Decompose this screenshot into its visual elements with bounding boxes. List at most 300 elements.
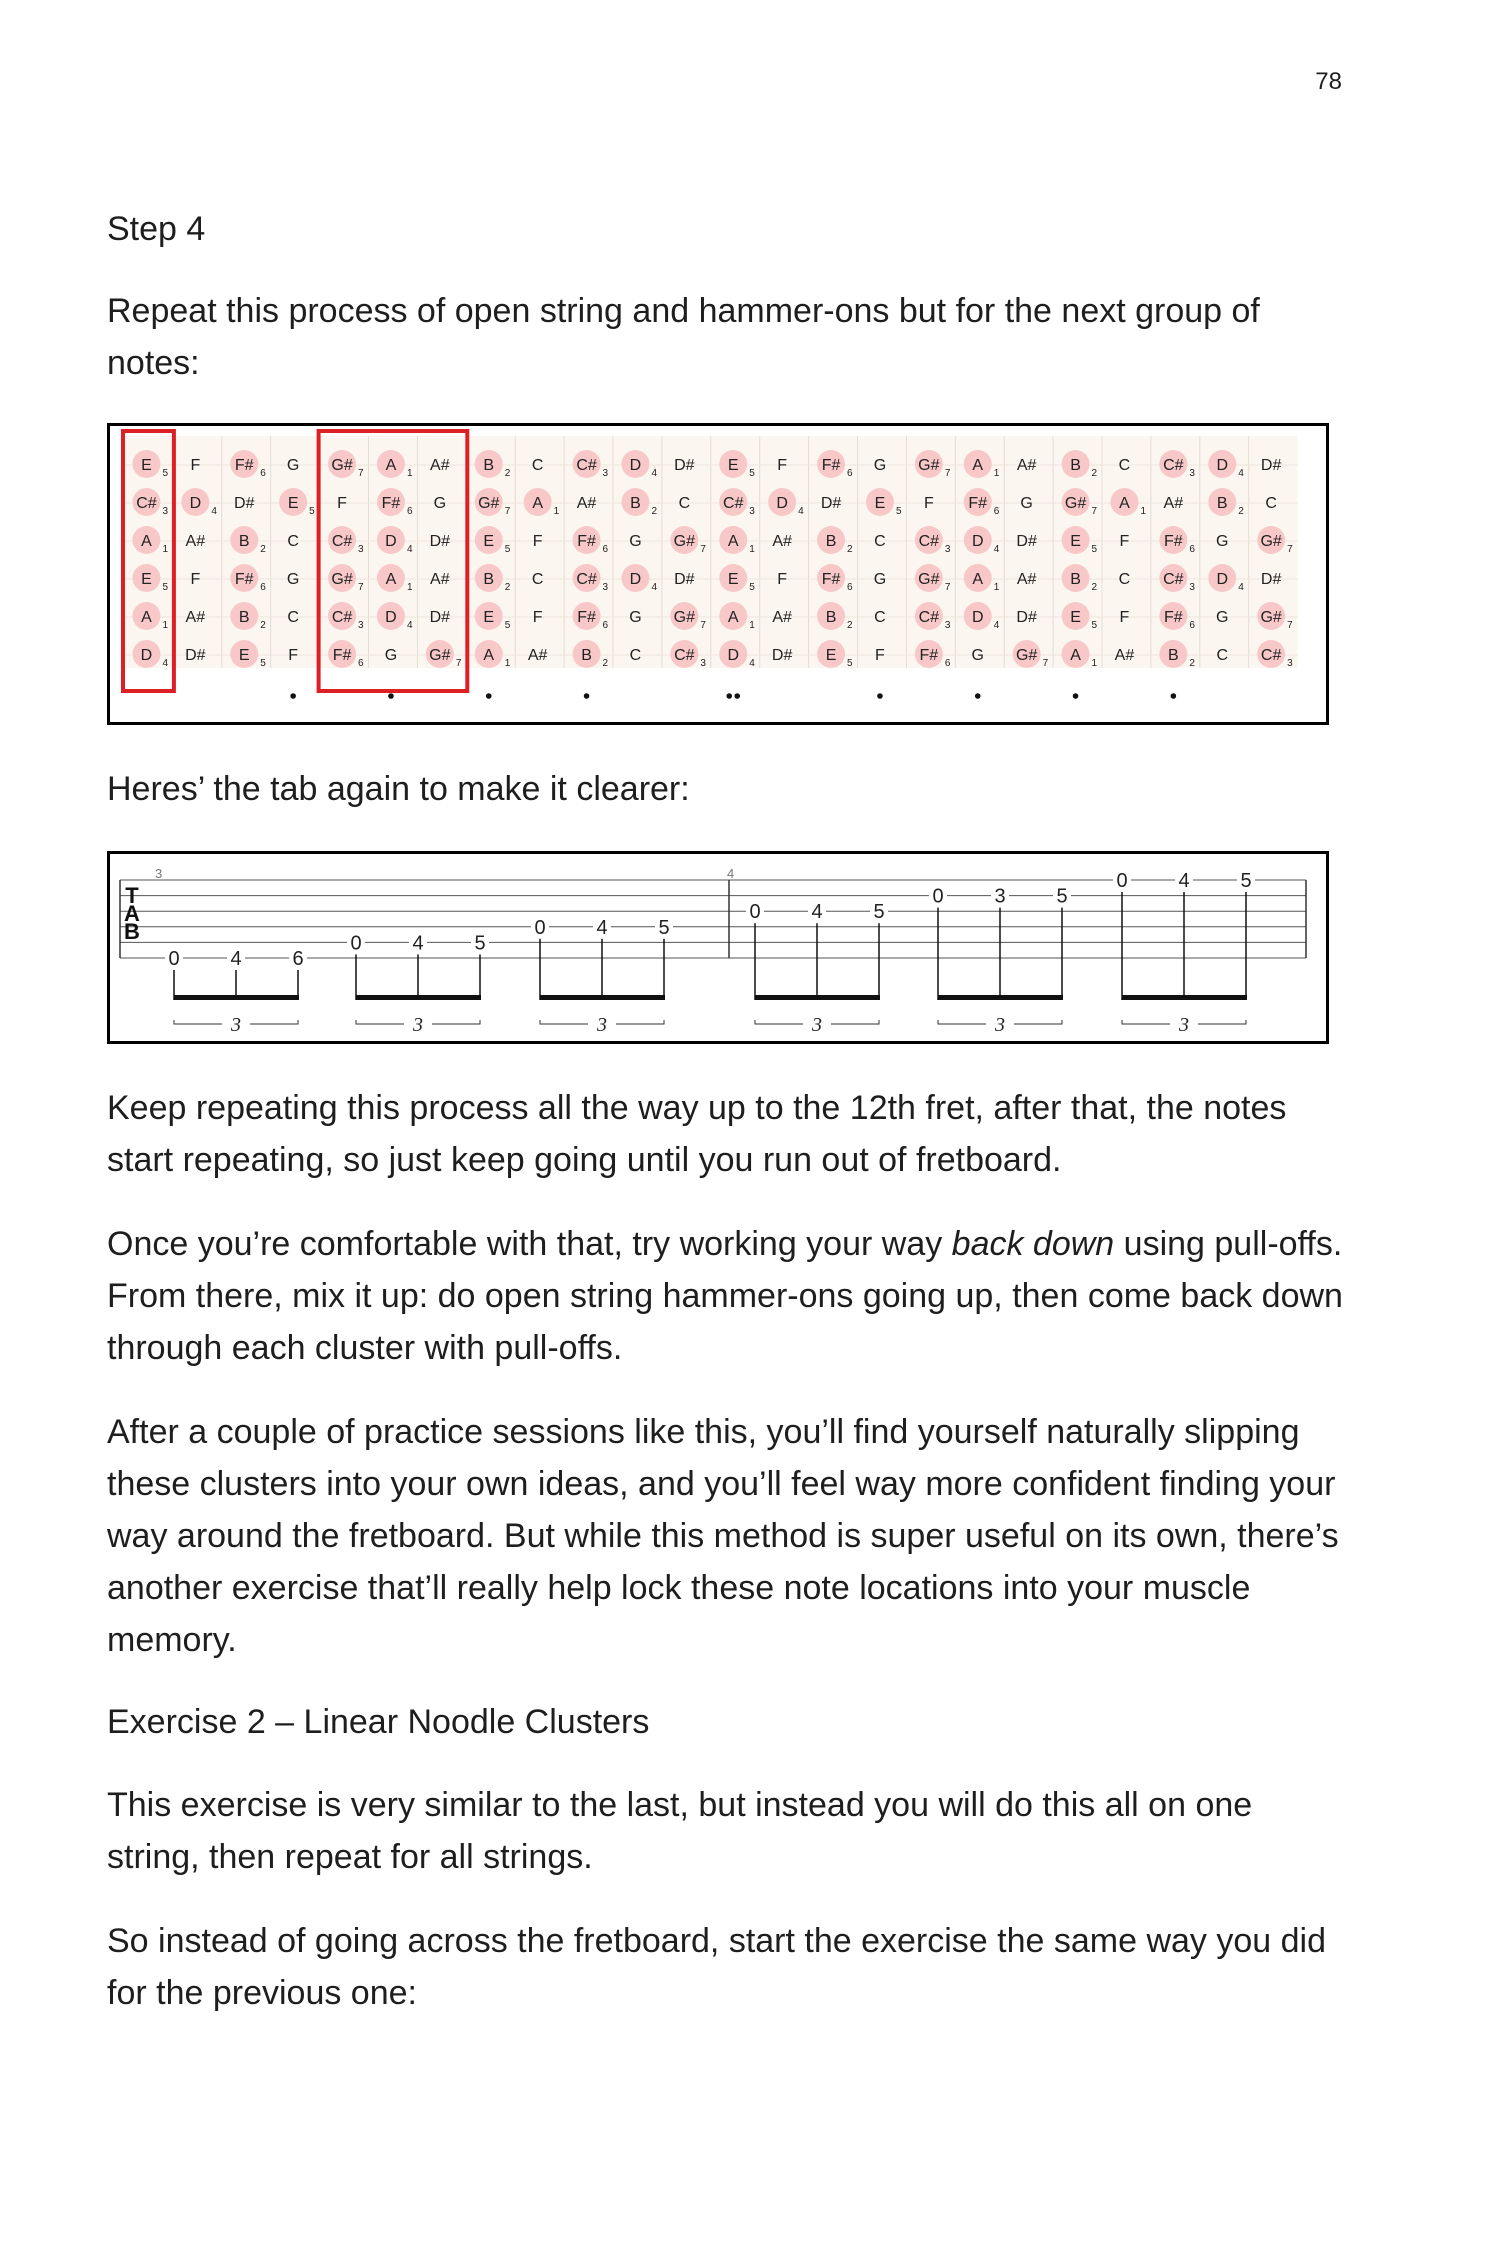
fret-note — [1016, 609, 1037, 626]
note-label: A# — [185, 533, 206, 550]
note-label: A# — [1163, 495, 1184, 512]
note-label: D# — [1016, 609, 1037, 626]
fret-note — [385, 647, 397, 664]
note-label: D — [629, 571, 642, 588]
tab-fret-number: 5 — [658, 916, 670, 939]
note-label: C — [1265, 495, 1277, 512]
note-subscript: 4 — [749, 658, 755, 669]
note-label: G# — [918, 457, 940, 474]
note-label: F# — [821, 571, 841, 588]
note-subscript: 7 — [1042, 658, 1049, 669]
note-subscript: 1 — [993, 468, 1000, 479]
note-subscript: 4 — [1238, 468, 1244, 479]
fret-note — [777, 457, 787, 474]
note-subscript: 1 — [406, 468, 413, 479]
fret-note — [434, 495, 446, 512]
note-label: B — [1070, 457, 1081, 474]
fret-note — [1020, 495, 1032, 512]
note-label: E — [1070, 609, 1081, 626]
fret-note — [430, 533, 451, 550]
tab-fret-number: 0 — [749, 901, 761, 924]
triplet-group — [746, 900, 888, 1036]
note-label: A — [532, 495, 543, 512]
fret-note — [1017, 571, 1037, 588]
note-label: E — [287, 495, 299, 512]
fret-note — [528, 647, 548, 664]
note-label: A# — [1016, 457, 1037, 474]
fret-note — [1265, 495, 1277, 512]
fret-note — [337, 495, 347, 512]
fret-note — [630, 647, 642, 664]
fret-note — [821, 495, 842, 512]
note-subscript: 3 — [602, 582, 609, 593]
note-subscript: 2 — [504, 582, 511, 593]
paragraph-practice-sessions: After a couple of practice sessions like this, you’ll find yourself naturally slipping these clusters into your own ideas, and you’ll feel way more confident finding your way around the fretboard. But while this method is super useful on its own, there’s another exercise that’ll really help lock these note locations into your muscle memory. — [107, 1413, 1339, 1659]
note-label: F — [777, 571, 788, 588]
triplet-label: 3 — [812, 1014, 822, 1036]
note-label: D — [385, 609, 397, 626]
note-subscript: 2 — [651, 506, 658, 517]
fret-note — [874, 609, 886, 626]
note-label: D — [629, 457, 642, 474]
fret-note — [772, 533, 792, 550]
note-subscript: 1 — [749, 544, 755, 555]
note-subscript: 3 — [700, 658, 706, 669]
note-subscript: 4 — [993, 544, 1000, 555]
note-label: C — [874, 533, 886, 550]
note-label: G — [1020, 495, 1033, 512]
note-subscript: 1 — [504, 658, 511, 669]
note-label: D# — [1016, 533, 1037, 550]
note-label: C — [1118, 457, 1131, 474]
tab-fret-number: 5 — [1240, 870, 1252, 892]
note-subscript: 1 — [1140, 506, 1147, 517]
inlay-dot — [975, 693, 981, 699]
fret-note — [772, 647, 793, 664]
note-subscript: 6 — [358, 658, 364, 669]
note-label: A — [1070, 647, 1081, 664]
step-heading: Step 4 — [107, 210, 206, 248]
tab-fret-number: 0 — [932, 885, 944, 908]
fretboard-diagram — [107, 423, 1329, 725]
tab-fret-number: 4 — [596, 916, 608, 939]
note-label: G# — [331, 571, 353, 588]
note-label: A — [385, 457, 397, 474]
note-label: E — [483, 533, 495, 550]
note-label: F — [190, 571, 201, 588]
note-subscript: 6 — [1189, 620, 1195, 631]
note-label: G — [873, 571, 887, 588]
note-label: E — [874, 495, 886, 512]
fret-note — [1164, 495, 1184, 512]
note-label: G# — [1260, 609, 1282, 626]
note-label: E — [825, 647, 837, 664]
fret-note — [532, 457, 544, 474]
note-subscript: 2 — [1091, 468, 1098, 479]
fret-note — [430, 571, 450, 588]
note-label: C — [629, 647, 642, 664]
note-label: G — [971, 647, 984, 664]
tab-clef-letter: T — [125, 883, 139, 908]
tab-fret-number: 3 — [994, 885, 1006, 908]
note-subscript: 7 — [1287, 544, 1293, 555]
note-label: F# — [968, 495, 988, 512]
note-subscript: 7 — [504, 506, 511, 517]
note-subscript: 3 — [162, 506, 169, 517]
fret-note — [874, 533, 886, 550]
note-label: G# — [1015, 647, 1038, 664]
note-label: D# — [185, 647, 206, 664]
fret-note — [1261, 571, 1282, 588]
note-label: A# — [527, 647, 548, 664]
tab-fret-number: 5 — [873, 901, 885, 924]
note-label: G — [873, 457, 887, 474]
note-subscript: 1 — [993, 582, 1000, 593]
note-label: D# — [771, 647, 793, 664]
fret-note — [288, 647, 298, 664]
note-label: A — [972, 571, 984, 588]
note-label: A# — [772, 609, 792, 626]
tab-fret-number: 5 — [1056, 885, 1068, 908]
note-subscript: 7 — [358, 582, 364, 593]
note-label: B — [1216, 495, 1228, 512]
triplet-group — [1113, 869, 1255, 1036]
note-label: D# — [234, 495, 255, 512]
fret-note — [674, 571, 695, 588]
note-label: G# — [331, 457, 353, 474]
note-label: A# — [576, 495, 597, 512]
note-label: F — [190, 457, 201, 474]
note-label: C# — [576, 571, 597, 588]
note-label: A — [141, 609, 152, 626]
note-subscript: 2 — [504, 468, 511, 479]
note-subscript: 2 — [1189, 658, 1195, 669]
note-subscript: 7 — [944, 582, 951, 593]
note-subscript: 5 — [162, 468, 169, 479]
note-subscript: 6 — [847, 468, 853, 479]
note-label: C — [1118, 571, 1131, 588]
note-label: E — [727, 571, 739, 588]
note-label: F — [532, 609, 543, 626]
note-label: B — [825, 533, 837, 550]
note-label: G — [433, 495, 447, 512]
note-subscript: 6 — [602, 620, 609, 631]
note-label: F# — [919, 647, 939, 664]
fret-note — [972, 647, 984, 664]
note-subscript: 6 — [1189, 544, 1195, 555]
note-label: C# — [576, 457, 597, 474]
note-subscript: 2 — [1238, 506, 1244, 517]
note-subscript: 3 — [1189, 468, 1195, 479]
note-label: B — [1168, 647, 1179, 664]
note-label: F — [532, 533, 543, 550]
note-label: G — [629, 609, 642, 626]
note-subscript: 5 — [1091, 544, 1098, 555]
note-label: G# — [1064, 495, 1087, 512]
tab-beam — [938, 995, 1063, 1000]
note-label: D — [140, 647, 153, 664]
note-label: F# — [577, 609, 596, 626]
note-label: G# — [918, 571, 940, 588]
note-label: B — [238, 609, 250, 626]
note-label: B — [825, 609, 837, 626]
note-subscript: 6 — [260, 468, 266, 479]
note-label: D# — [674, 457, 695, 474]
tab-fret-number: 0 — [534, 916, 546, 939]
note-label: B — [238, 533, 250, 550]
note-label: C — [287, 533, 299, 550]
note-label: D — [776, 495, 788, 512]
note-subscript: 5 — [504, 620, 511, 631]
inlay-dot — [877, 693, 883, 699]
note-label: C# — [331, 533, 353, 550]
note-label: E — [727, 457, 739, 474]
fret-note — [430, 457, 450, 474]
fret-note — [1119, 457, 1131, 474]
note-label: C# — [1260, 647, 1282, 664]
note-label: A — [1119, 495, 1130, 512]
note-subscript: 2 — [847, 620, 853, 631]
fret-note — [874, 571, 886, 588]
note-subscript: 5 — [847, 658, 853, 669]
fret-note — [190, 571, 200, 588]
note-subscript: 3 — [944, 620, 951, 631]
note-subscript: 7 — [700, 620, 706, 631]
note-subscript: 1 — [1091, 658, 1098, 669]
note-subscript: 4 — [651, 582, 658, 593]
note-subscript: 4 — [211, 506, 217, 517]
note-subscript: 1 — [162, 620, 169, 631]
note-label: D# — [1260, 571, 1282, 588]
paragraph-one-string: This exercise is very similar to the last, but instead you will do this all on one string, then repeat for all strings. — [107, 1786, 1253, 1876]
note-label: C# — [136, 495, 157, 512]
note-label: D# — [429, 533, 451, 550]
note-subscript: 4 — [798, 506, 804, 517]
fret-note — [674, 457, 695, 474]
tab-fret-number: 5 — [474, 932, 486, 955]
fret-note — [185, 647, 206, 664]
note-label: F — [875, 647, 885, 664]
note-label: G# — [673, 533, 696, 550]
note-label: G — [286, 457, 300, 474]
note-subscript: 4 — [1238, 582, 1244, 593]
fret-note — [1017, 457, 1037, 474]
triplet-label: 3 — [1179, 1014, 1189, 1036]
paragraph-pull-offs-start: Once you’re comfortable with that, try working your way — [107, 1225, 952, 1263]
note-subscript: 3 — [1287, 658, 1293, 669]
note-label: D — [189, 495, 202, 512]
note-label: D# — [1260, 457, 1282, 474]
note-label: F# — [577, 533, 596, 550]
inlay-dot — [584, 693, 590, 699]
note-label: A# — [185, 609, 206, 626]
note-label: C — [531, 457, 544, 474]
note-subscript: 2 — [847, 544, 853, 555]
fret-note — [924, 495, 934, 512]
note-label: C — [874, 609, 886, 626]
note-subscript: 1 — [406, 582, 413, 593]
note-subscript: 3 — [1189, 582, 1195, 593]
note-label: B — [630, 495, 641, 512]
note-subscript: 1 — [162, 544, 169, 555]
triplet-label: 3 — [231, 1014, 241, 1036]
note-label: F — [337, 495, 347, 512]
inlay-dot — [1073, 693, 1079, 699]
fret-note — [629, 609, 641, 626]
note-subscript: 1 — [749, 620, 755, 631]
tab-beam — [1122, 995, 1247, 1000]
note-label: A — [385, 571, 397, 588]
note-label: C — [287, 609, 299, 626]
note-label: D# — [820, 495, 842, 512]
fret-note — [777, 571, 787, 588]
note-label: A — [727, 533, 739, 550]
note-subscript: 5 — [749, 582, 755, 593]
exercise-2-heading: Exercise 2 – Linear Noodle Clusters — [107, 1703, 650, 1741]
fretboard-svg — [110, 426, 1326, 722]
note-label: A# — [1016, 571, 1037, 588]
tab-fret-number: 4 — [412, 932, 424, 955]
fret-note — [186, 533, 206, 550]
note-subscript: 5 — [1091, 620, 1098, 631]
note-subscript: 4 — [162, 658, 169, 669]
tab-beam — [356, 995, 481, 1000]
fret-note — [874, 457, 886, 474]
triplet-label: 3 — [597, 1014, 607, 1036]
note-label: B — [1070, 571, 1081, 588]
note-label: F# — [1164, 609, 1183, 626]
inlay-dot — [734, 693, 740, 699]
tab-intro-paragraph: Heres’ the tab again to make it clearer: — [107, 770, 690, 808]
note-subscript: 6 — [993, 506, 1000, 517]
note-label: E — [141, 571, 152, 588]
fret-note — [287, 609, 299, 626]
note-subscript: 1 — [553, 506, 560, 517]
note-subscript: 7 — [1091, 506, 1098, 517]
note-label: G# — [478, 495, 500, 512]
note-label: A — [141, 533, 152, 550]
note-subscript: 4 — [993, 620, 1000, 631]
note-subscript: 7 — [455, 658, 462, 669]
tab-beam — [540, 995, 665, 1000]
fret-note — [1261, 457, 1282, 474]
note-label: B — [581, 647, 592, 664]
fret-note — [1120, 609, 1130, 626]
fret-note — [577, 495, 597, 512]
note-label: A# — [430, 571, 450, 588]
tab-beam — [755, 995, 880, 1000]
note-subscript: 3 — [358, 620, 364, 631]
fret-note — [190, 457, 200, 474]
note-label: F# — [234, 457, 254, 474]
note-label: C# — [918, 609, 940, 626]
note-subscript: 7 — [944, 468, 951, 479]
note-label: G# — [673, 609, 696, 626]
tablature-figure — [107, 851, 1329, 1044]
fret-note — [629, 533, 641, 550]
fret-note — [1115, 647, 1135, 664]
tab-fret-number: 6 — [292, 948, 304, 970]
note-label: F — [288, 647, 299, 664]
note-label: C — [678, 495, 691, 512]
fret-note — [234, 495, 255, 512]
note-subscript: 5 — [309, 506, 315, 517]
fret-note — [532, 571, 544, 588]
note-label: G — [384, 647, 398, 664]
measure-number: 4 — [727, 866, 735, 881]
triplet-group — [347, 931, 489, 1036]
note-label: E — [238, 647, 250, 664]
inlay-dot — [290, 693, 296, 699]
fret-note — [1216, 647, 1228, 664]
note-label: E — [1070, 533, 1081, 550]
fret-note — [287, 571, 299, 588]
fret-note — [772, 609, 792, 626]
note-subscript: 6 — [847, 582, 853, 593]
note-label: A# — [772, 533, 792, 550]
note-subscript: 6 — [406, 506, 413, 517]
note-label: C — [531, 571, 544, 588]
note-label: F# — [332, 647, 352, 664]
note-subscript: 7 — [700, 544, 706, 555]
tab-fret-number: 0 — [350, 932, 362, 955]
note-label: D# — [674, 571, 695, 588]
note-label: A# — [430, 457, 450, 474]
paragraph-repeat-to-12th-fret: Keep repeating this process all the way up to the 12th fret, after that, the notes start repeating, so just keep going until you run out of fretboard. — [107, 1089, 1287, 1179]
triplet-group — [531, 916, 673, 1036]
note-label: G — [1216, 533, 1229, 550]
note-subscript: 4 — [651, 468, 658, 479]
note-label: C# — [1163, 571, 1184, 588]
tablature-svg — [110, 854, 1326, 1041]
note-label: D# — [429, 609, 451, 626]
fret-note — [533, 609, 543, 626]
fret-note — [287, 533, 299, 550]
inlay-dot — [726, 693, 732, 699]
note-label: G — [629, 533, 642, 550]
note-label: D — [1216, 571, 1229, 588]
note-subscript: 3 — [602, 468, 609, 479]
note-label: G# — [1260, 533, 1282, 550]
fret-note — [1016, 533, 1037, 550]
note-label: G — [1216, 609, 1229, 626]
note-label: D — [971, 533, 984, 550]
note-subscript: 7 — [1287, 620, 1293, 631]
paragraph-pull-offs-end: using pull-offs. From there, mix it up: do open string hammer-ons going up, then come back down through each cluster with pull-offs. — [107, 1225, 1343, 1367]
note-subscript: 5 — [895, 506, 902, 517]
note-subscript: 4 — [406, 544, 413, 555]
note-label: C# — [918, 533, 940, 550]
note-subscript: 5 — [504, 544, 511, 555]
note-subscript: 7 — [358, 468, 364, 479]
fret-note — [875, 647, 885, 664]
note-label: G — [286, 571, 300, 588]
tab-fret-number: 4 — [811, 901, 823, 924]
triplet-group — [929, 885, 1071, 1036]
tab-beam — [174, 995, 299, 1000]
note-label: F# — [1164, 533, 1183, 550]
note-label: C# — [674, 647, 695, 664]
fret-note — [1120, 533, 1130, 550]
tab-fret-number: 0 — [168, 948, 180, 970]
note-label: D — [385, 533, 397, 550]
fret-note — [287, 457, 299, 474]
page-number: 78 — [1315, 68, 1342, 95]
note-subscript: 2 — [260, 620, 266, 631]
note-label: C# — [1163, 457, 1184, 474]
inlay-dot — [388, 693, 394, 699]
fret-note — [679, 495, 691, 512]
